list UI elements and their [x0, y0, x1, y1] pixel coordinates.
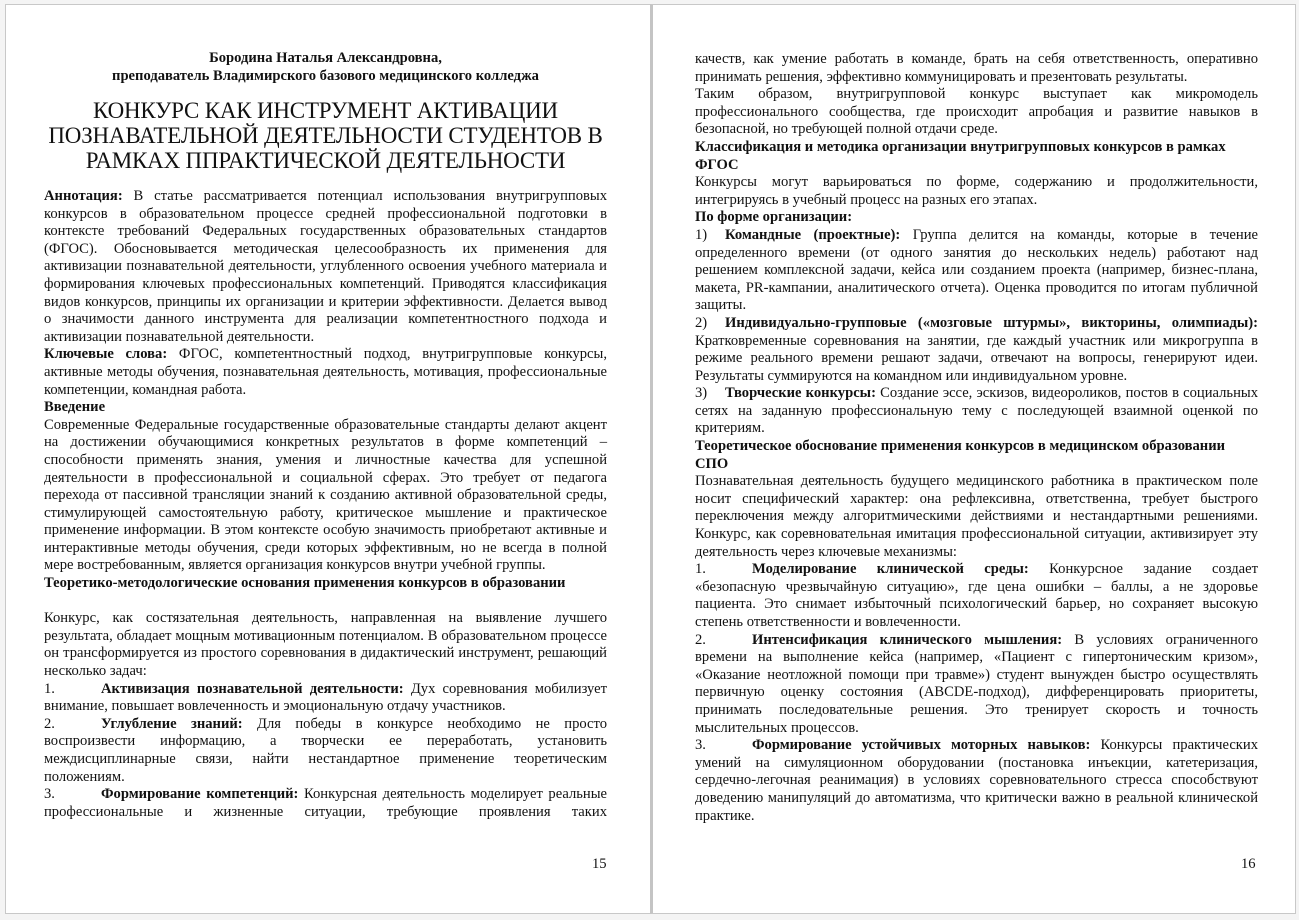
task-number: 1.	[44, 680, 55, 697]
mechanism-text: В условиях ограниченного времени на выполнение кейса (например, «Пациент с гипертоническим кризом», «Оказание неотложной помощи при травме») студент вынужден быстро осуществлять первичную оценку состояния (ABCDE-подход), дифференцировать приоритеты, принимать последовательные решения. Это тренирует скорость и точность мыслительных процессов.	[695, 631, 1258, 736]
keywords-text: ФГОС, компетентностный подход, внутригрупповые конкурсы, активные методы обучения, познавательная деятельность, мотивация, профессиональные компетенции, командная работа.	[44, 346, 607, 398]
form-number: 3)	[695, 385, 708, 402]
form-label: Командные (проектные):	[725, 226, 901, 243]
title-line: КОНКУРС КАК ИНСТРУМЕНТ АКТИВАЦИИ	[93, 98, 558, 123]
form-text: Создание эссе, эскизов, видеороликов, постов в социальных сетях на заданную профессиональную тему с последующей взаимной оценкой по критериям.	[695, 385, 1258, 437]
form-item	[695, 385, 1258, 438]
task-item	[44, 716, 607, 786]
task-label: Активизация познавательной деятельности:	[101, 680, 404, 697]
mechanism-item	[695, 561, 1258, 631]
classification-text: Конкурсы могут варьироваться по форме, содержанию и продолжительности, интегрируясь в учебный процесс на разных его этапах.	[695, 174, 1258, 208]
medical-heading: Теоретическое обоснование применения конкурсов в медицинском образовании СПО	[695, 438, 1226, 472]
theory-heading: Теоретико-методологические основания применения конкурсов в образовании	[44, 575, 566, 592]
author-position: преподаватель Владимирского базового медицинского колледжа	[112, 68, 539, 84]
form-number: 2)	[695, 314, 708, 331]
page-number: 15	[592, 856, 607, 872]
abstract-text: В статье рассматривается потенциал использования внутригрупповых конкурсов в образовательном процессе средней профессиональной подготовки в контексте требований Федеральных государственных образовательных стандартов (ФГОС). Обосновывается методическая целесообразность их применения для активизации познавательной деятельности, углубленного освоения учебного материала и формирования ключевых профессиональных компетенций. Приводятся классификация видов конкурсов, принципы их организации и критерии эффективности. Делается вывод о значимости данного инструмента для реализации компетентностного подхода и активизации познавательной деятельности.	[44, 188, 607, 345]
title-line: РАМКАХ ППРАКТИЧЕСКОЙ ДЕЯТЕЛЬНОСТИ	[85, 148, 566, 173]
form-label: Индивидуально-групповые («мозговые штурмы», викторины, олимпиады):	[725, 314, 1258, 331]
form-item	[695, 315, 1258, 385]
blank-line	[44, 593, 607, 611]
task-item	[44, 681, 607, 716]
task-label: Формирование компетенций:	[101, 786, 299, 803]
page-right	[650, 4, 1296, 914]
mechanism-number: 1.	[695, 561, 706, 578]
mechanism-item	[695, 632, 1258, 738]
abstract	[44, 188, 607, 346]
keywords-label: Ключевые слова:	[44, 346, 168, 363]
intro-text: Современные Федеральные государственные образовательные стандарты делают акцент на достижении обучающимися конкретных результатов в форме компетенций – способности применять знания, умения и личностные качества для успешной деятельности в профессиональной и социальной сферах. Это требует от педагога перехода от пассивной трансляции знаний к созданию активной образовательной среды, стимулирующей самостоятельную работу, критическое мышление и практическое применение информации. В этом контексте особую значимость приобретают активные и интерактивные методы обучения, среди которых эффективным, но не всегда в полной мере востребованным, является организация конкурсов внутри учебной группы.	[44, 416, 607, 574]
continuation-text: качеств, как умение работать в команде, брать на себя ответственность, оперативно принимать решения, эффективно коммуницировать и презентовать результаты.	[695, 51, 1258, 85]
task-label: Углубление знаний:	[101, 715, 243, 732]
task-number: 2.	[44, 715, 55, 732]
left-page-content	[44, 49, 607, 821]
right-page-content	[695, 51, 1258, 825]
task-number: 3.	[44, 786, 55, 803]
intro-heading: Введение	[44, 399, 106, 416]
medical-text: Познавательная деятельность будущего медицинского работника в практическом поле носит специфический характер: она рефлексивна, ответственна, требует быстрого переключения между алгоритмическими действиями и нестандартными решениями. Конкурс, как соревновательная имитация профессиональной ситуации, активизирует эту деятельность через ключевые механизмы:	[695, 473, 1258, 560]
form-text: Группа делится на команды, которые в течение определенного времени (от одного занятия до нескольких недель) работают над решением комплексной задачи, кейса или созданием проекта (например, бизнес-плана, макета, PR-кампании, аналитического отчета). Оценка проводится по итогам публичной защиты.	[695, 226, 1258, 314]
page-left	[5, 4, 651, 914]
form-item	[695, 227, 1258, 315]
title-line: ПОЗНАВАТЕЛЬНОЙ ДЕЯТЕЛЬНОСТИ СТУДЕНТОВ В	[48, 123, 603, 148]
article-title	[44, 98, 607, 173]
mechanism-text: Конкурсы практических умений на симуляционном оборудовании (постановка инъекции, катетеризация, сердечно-легочная реанимация) в условиях соревновательного стресса способствуют доведению манипуляций до автоматизма, что критически важно в реальной клинической практике.	[695, 737, 1258, 824]
task-item	[44, 786, 607, 821]
mechanism-label: Формирование устойчивых моторных навыков:	[752, 737, 1091, 754]
mechanism-item	[695, 737, 1258, 825]
classification-heading: Классификация и методика организации внутригрупповых конкурсов в рамках ФГОС	[695, 138, 1226, 173]
summary-text: Таким образом, внутригрупповой конкурс выступает как микромодель профессионального сообщества, где происходит апробация и развитие навыков в безопасной, но требующей полной отдачи среде.	[695, 86, 1258, 138]
author-name: Бородина Наталья Александровна,	[209, 50, 442, 66]
theory-text: Конкурс, как состязательная деятельность, направленная на выявление лучшего результата, обладает мощным мотивационным потенциалом. В образовательном процессе он трансформируется из простого соревнования в дидактический инструмент, решающий несколько задач:	[44, 610, 607, 680]
task-text: Для победы в конкурсе необходимо не просто воспроизвести информацию, а творчески ее переработать, установить междисциплинарные связи, найти нестандартное применение теоретическим положениям.	[44, 715, 608, 785]
mechanism-label: Интенсификация клинического мышления:	[752, 631, 1063, 648]
mechanism-label: Моделирование клинической среды:	[752, 561, 1029, 578]
mechanism-number: 2.	[695, 631, 706, 648]
abstract-label: Аннотация:	[44, 188, 123, 204]
form-number: 1)	[695, 226, 708, 243]
keywords	[44, 346, 607, 399]
form-heading: По форме организации:	[695, 209, 853, 226]
mechanism-number: 3.	[695, 737, 706, 754]
form-text: Кратковременные соревнования на занятии, где каждый участник или микрогруппа в режиме реального времени решают задачи, отвечают на вопросы, генерируют идеи. Результаты суммируются на командном или индивидуальном уровне.	[695, 332, 1258, 384]
page-number: 16	[1241, 856, 1256, 872]
mechanism-text: Конкурсное задание создает «безопасную чрезвычайную ситуацию», где цена ошибки – баллы, а не здоровье пациента. Это снимает избыточный психологический барьер, но сохраняет высокую степень ответственности и вовлеченности.	[695, 561, 1258, 630]
task-text: Дух соревнования мобилизует внимание, повышает вовлеченность и эмоциональную отдачу участников.	[44, 680, 608, 715]
task-text: Конкурсная деятельность моделирует реальные профессиональные и жизненные ситуации, требующие проявления таких	[44, 786, 608, 820]
form-label: Творческие конкурсы:	[725, 385, 876, 402]
